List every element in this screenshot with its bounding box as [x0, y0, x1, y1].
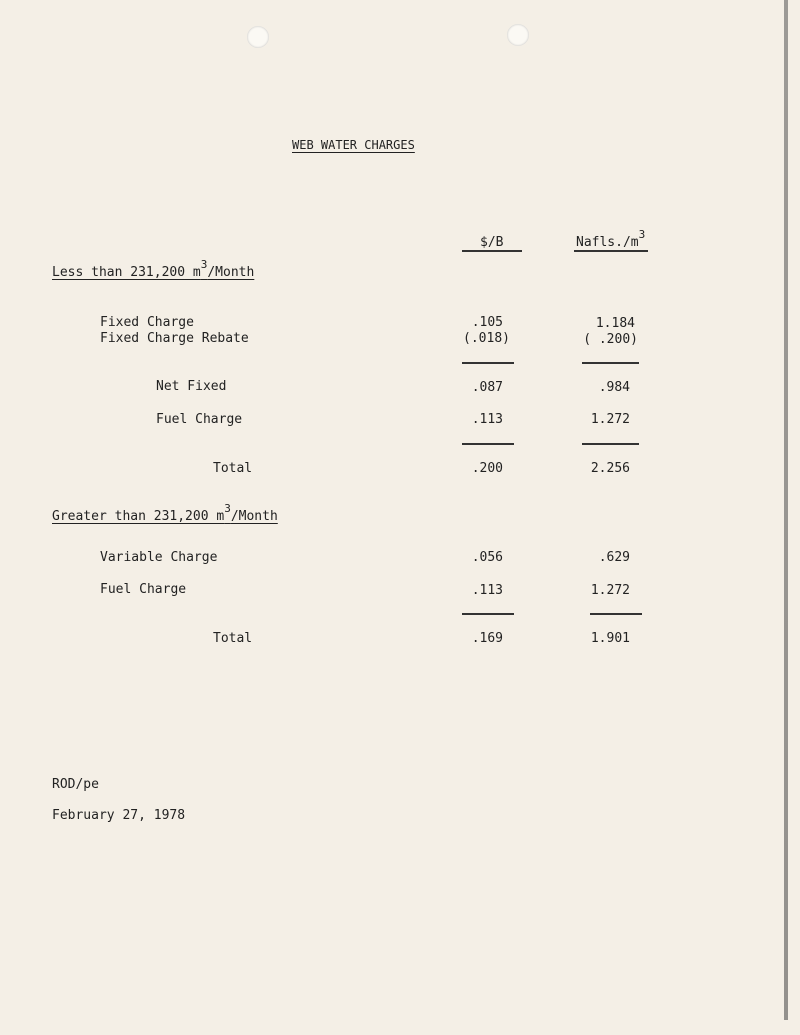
row-label: Variable Charge — [100, 550, 218, 565]
total-rule-2 — [582, 443, 639, 445]
row-value-nafls: .984 — [598, 380, 630, 395]
row-value-nafls: 1.272 — [590, 412, 630, 427]
row-value-dollars: .113 — [471, 412, 503, 427]
column-header-rule-1 — [462, 250, 522, 252]
punch-hole-right — [507, 24, 529, 46]
row-value-dollars: .056 — [471, 550, 503, 565]
row-label: Fuel Charge — [156, 412, 243, 427]
column-header-rule-2 — [574, 250, 648, 252]
total-label: Total — [213, 631, 253, 646]
total-value-dollars: .200 — [471, 461, 503, 476]
column-header-dollars-per-barrel: $/B — [480, 235, 504, 250]
row-value-nafls: ( .200) — [583, 332, 638, 347]
total-label: Total — [213, 461, 253, 476]
subtotal-rule-2 — [582, 362, 639, 364]
total-value-dollars: .169 — [471, 631, 503, 646]
row-value-dollars: (.018) — [463, 331, 510, 346]
total-value-nafls: 1.901 — [590, 631, 630, 646]
subtotal-rule-1 — [462, 362, 514, 364]
section1-heading: Less than 231,200 $m^3$/Month — [52, 258, 255, 280]
document-title: WEB WATER CHARGES — [292, 138, 415, 152]
document-date: February 27, 1978 — [52, 808, 186, 823]
total-rule-2 — [590, 613, 642, 615]
row-value-dollars: .087 — [471, 380, 503, 395]
total-rule-1 — [462, 613, 514, 615]
row-label: Fixed Charge — [100, 315, 194, 330]
column-header-nafls-per-m3: $Nafls./m^3$ — [576, 228, 646, 250]
row-label: Fixed Charge Rebate — [100, 331, 249, 346]
total-rule-1 — [462, 443, 514, 445]
punch-hole-left — [247, 26, 269, 48]
initials: ROD/pe — [52, 777, 99, 792]
row-label: Net Fixed — [156, 379, 227, 394]
row-value-nafls: 1.184 — [595, 316, 635, 331]
row-label: Fuel Charge — [100, 582, 187, 597]
row-value-dollars: .105 — [471, 315, 503, 330]
row-value-nafls: .629 — [598, 550, 630, 565]
page-edge-shadow — [784, 0, 788, 1020]
row-value-dollars: .113 — [471, 583, 503, 598]
total-value-nafls: 2.256 — [590, 461, 630, 476]
section2-heading: Greater than 231,200 $m^3$/Month — [52, 502, 278, 524]
row-value-nafls: 1.272 — [590, 583, 630, 598]
